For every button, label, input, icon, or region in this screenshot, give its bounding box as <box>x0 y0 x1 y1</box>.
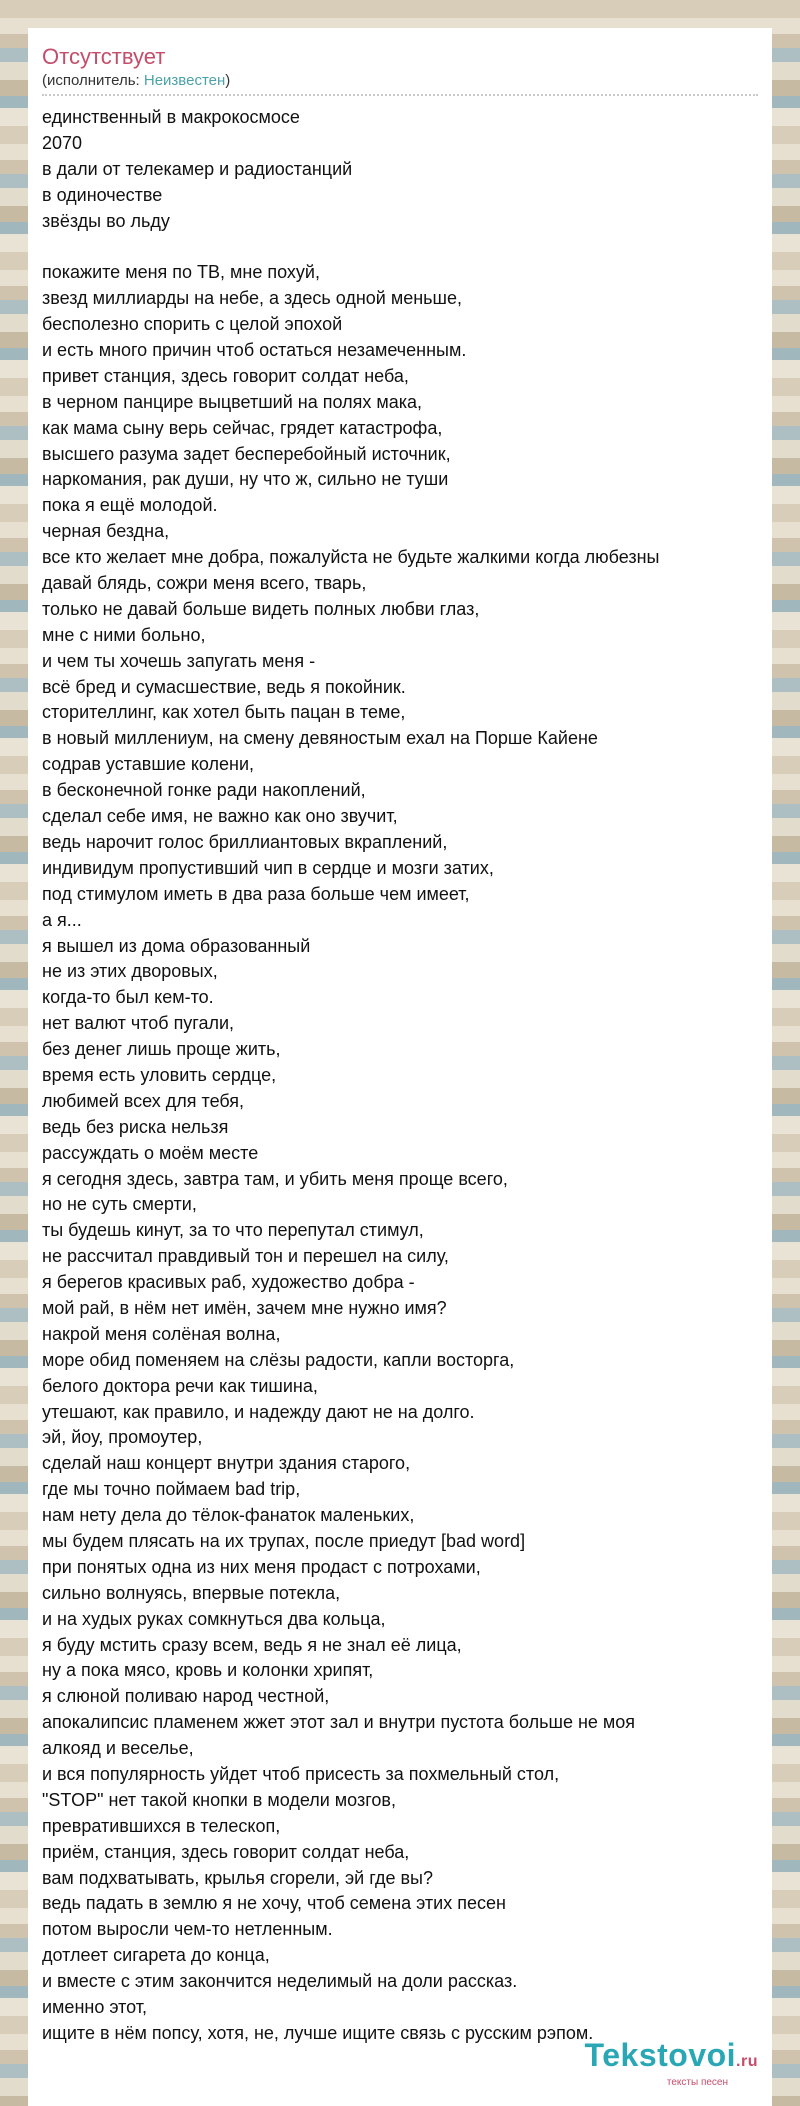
lyric-line: и на худых руках сомкнуться два кольца, <box>42 1608 386 1629</box>
logo-tagline: тексты песен <box>666 2077 728 2088</box>
lyric-line: где мы точно поймаем bad trip, <box>42 1479 301 1500</box>
lyric-line: рассуждать о моём месте <box>42 1142 259 1163</box>
lyric-line: апокалипсис пламенем жжет этот зал и внутри пустота больше не моя <box>42 1712 636 1733</box>
lyric-line: мой рай, в нём нет имён, зачем мне нужно имя? <box>42 1297 447 1318</box>
artist-prefix: (исполнитель: <box>42 72 144 89</box>
lyric-line: привет станция, здесь говорит солдат неба, <box>42 365 409 386</box>
lyric-line: и есть много причин чтоб остаться незамеченным. <box>42 340 467 361</box>
title-divider <box>42 94 758 96</box>
lyric-line: только не давай больше видеть полных любви глаз, <box>42 598 480 619</box>
logo-brand: Tekstovoi <box>584 2037 737 2073</box>
lyric-line: все кто желает мне добра, пожалуйста не будьте жалкими когда любезны <box>42 547 660 568</box>
lyric-line: давай блядь, сожри меня всего, тварь, <box>42 573 367 594</box>
lyric-line: при понятых одна из них меня продаст с потрохами, <box>42 1556 481 1577</box>
lyrics-text <box>42 105 766 2047</box>
lyric-line: в дали от телекамер и радиостанций <box>42 158 353 179</box>
lyric-line: я буду мстить сразу всем, ведь я не знал её лица, <box>42 1634 462 1655</box>
site-logo[interactable] <box>585 2038 758 2088</box>
lyric-line: пока я ещё молодой. <box>42 495 218 516</box>
lyric-line: накрой меня солёная волна, <box>42 1323 281 1344</box>
lyric-line: я слюной поливаю народ честной, <box>42 1686 330 1707</box>
lyric-line: нет валют чтоб пугали, <box>42 1013 235 1034</box>
lyric-line: сильно волнуясь, впервые потекла, <box>42 1582 341 1603</box>
lyric-line: звезд миллиарды на небе, а здесь одной меньше, <box>42 288 462 309</box>
lyric-line: но не суть смерти, <box>42 1194 197 1215</box>
lyric-line: сделал себе имя, не важно как оно звучит, <box>42 806 398 827</box>
lyric-line: нам нету дела до тёлок-фанаток маленьких, <box>42 1505 415 1526</box>
lyric-line: индивидум пропустивший чип в сердце и мозги затих, <box>42 857 494 878</box>
lyric-line: единственный в макрокосмосе <box>42 107 300 127</box>
lyric-line: без денег лишь проще жить, <box>42 1039 281 1060</box>
lyric-line: высшего разума задет бесперебойный источник, <box>42 443 451 464</box>
lyric-line: я сегодня здесь, завтра там, и убить меня проще всего, <box>42 1168 508 1189</box>
lyric-line: не из этих дворовых, <box>42 961 218 982</box>
lyric-line: в одиночестве <box>42 184 163 205</box>
lyric-line: и вся популярность уйдет чтоб присесть за похмельный стол, <box>42 1764 560 1784</box>
lyric-line: мне с ними больно, <box>42 624 206 645</box>
lyric-line: ну а пока мясо, кровь и колонки хрипят, <box>42 1660 374 1681</box>
lyric-line: ведь нарочит голос бриллиантовых вкраплений, <box>42 831 448 852</box>
lyric-line: в черном панцире выцветший на полях мака, <box>42 391 422 412</box>
lyric-line: я вышел из дома образованный <box>42 935 311 956</box>
lyric-line: 2070 <box>42 132 83 153</box>
lyric-line: "STOP" нет такой кнопки в модели мозгов, <box>42 1789 396 1810</box>
lyric-line: черная бездна, <box>42 521 170 542</box>
lyric-line: приём, станция, здесь говорит солдат неба, <box>42 1841 410 1862</box>
song-title: Отсутствует <box>42 44 166 69</box>
lyric-line: мы будем плясать на их трупах, после приедут [bad word] <box>42 1530 526 1551</box>
stanza-break <box>42 234 766 260</box>
lyric-line: ведь без риска нельзя <box>42 1116 229 1137</box>
lyric-line: я берегов красивых раб, художество добра - <box>42 1272 415 1293</box>
lyric-line: в новый миллениум, на смену девяностым ехал на Порше Кайене <box>42 728 598 749</box>
lyric-line: вам подхватывать, крылья сгорели, эй где вы? <box>42 1867 434 1888</box>
lyric-line: и вместе с этим закончится неделимый на доли рассказ. <box>42 1971 518 1992</box>
lyric-line: алкояд и веселье, <box>42 1738 194 1759</box>
artist-link[interactable]: Неизвестен <box>143 72 226 89</box>
logo-tld: .ru <box>736 2053 758 2070</box>
lyric-line: ты будешь кинут, за то что перепутал стимул, <box>42 1220 424 1241</box>
lyric-line: утешают, как правило, и надежду дают не на долго. <box>42 1401 475 1422</box>
lyric-line: покажите меня по ТВ, мне похуй, <box>42 262 320 283</box>
lyric-line: наркомания, рак души, ну что ж, сильно не туши <box>42 469 449 490</box>
artist-suffix: ) <box>225 72 231 89</box>
lyric-line: белого доктора речи как тишина, <box>42 1375 318 1396</box>
lyric-line: дотлеет сигарета до конца, <box>42 1945 270 1966</box>
lyric-line: под стимулом иметь в два раза больше чем имеет, <box>42 883 470 904</box>
lyrics-card <box>28 28 772 2106</box>
lyric-line: содрав уставшие колени, <box>42 754 255 775</box>
lyric-line: всё бред и сумасшествие, ведь я покойник. <box>42 676 406 697</box>
song-subtitle <box>42 72 230 90</box>
lyric-line: эй, йоу, промоутер, <box>42 1427 203 1448</box>
lyric-line: звёзды во льду <box>42 210 170 231</box>
lyric-line: когда-то был кем-то. <box>42 987 214 1008</box>
lyric-line: ведь падать в землю я не хочу, чтоб семена этих песен <box>42 1893 506 1914</box>
lyric-line: бесполезно спорить с целой эпохой <box>42 314 343 335</box>
lyric-line: превратившихся в телескоп, <box>42 1815 281 1836</box>
lyric-line: потом выросли чем-то нетленным. <box>42 1919 333 1940</box>
lyric-line: в бесконечной гонке ради накоплений, <box>42 780 366 801</box>
lyric-line: любимей всех для тебя, <box>42 1090 245 1111</box>
lyric-line: как мама сыну верь сейчас, грядет катастрофа, <box>42 417 443 438</box>
lyric-line: а я... <box>42 909 82 930</box>
lyric-line: и чем ты хочешь запугать меня - <box>42 650 316 671</box>
lyric-line: время есть уловить сердце, <box>42 1064 277 1085</box>
lyric-line: сделай наш концерт внутри здания старого, <box>42 1453 411 1474</box>
lyric-line: сторителлинг, как хотел быть пацан в теме, <box>42 702 406 723</box>
lyric-line: море обид поменяем на слёзы радости, капли восторга, <box>42 1349 515 1370</box>
lyric-line: не рассчитал правдивый тон и перешел на силу, <box>42 1246 449 1267</box>
lyric-line: ищите в нём попсу, хотя, не, лучше ищите связь с русским рэпом. <box>42 2022 594 2043</box>
lyric-line: именно этот, <box>42 1997 148 2018</box>
